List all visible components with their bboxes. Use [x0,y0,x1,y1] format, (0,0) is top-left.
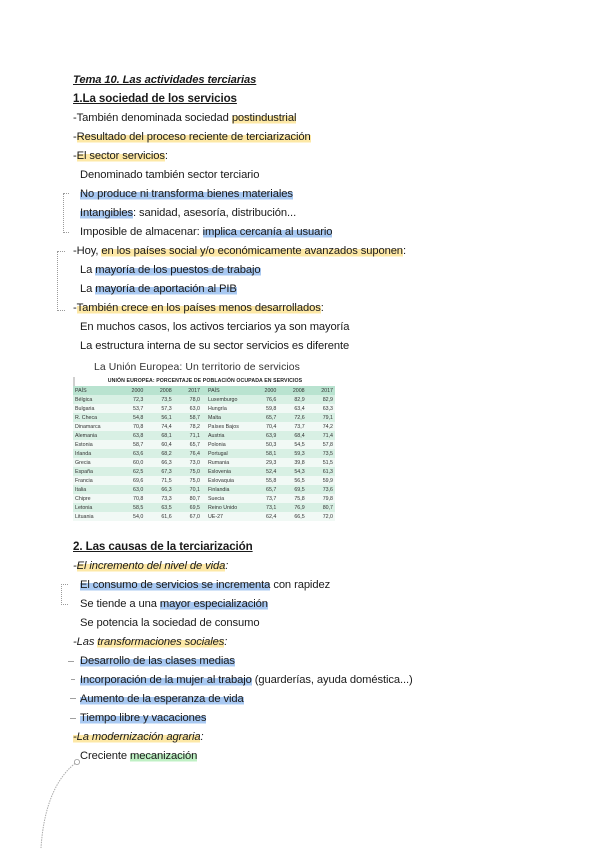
text-line [80,654,235,668]
percentage-cell: 80,7 [174,494,202,503]
percentage-cell: 61,6 [145,512,173,521]
text: - [73,560,77,572]
outline-bracket [63,193,69,233]
country-cell: Bélgica [73,395,117,404]
percentage-cell: 70,4 [250,422,278,431]
percentage-cell: 76,9 [278,503,306,512]
highlight-blue: No produce ni transforma bienes materiales [80,188,293,200]
header-year: 2000 [250,386,278,395]
percentage-cell: 62,4 [250,512,278,521]
highlight-blue: Tiempo libre y vacaciones [80,712,207,724]
percentage-cell: 66,5 [278,512,306,521]
table-row [73,458,335,467]
country-cell: Francia [73,476,117,485]
percentage-cell: 60,0 [117,458,145,467]
percentage-cell: 63,6 [117,449,145,458]
percentage-cell: 59,9 [307,476,335,485]
header-year: 2008 [278,386,306,395]
text: : sanidad, asesoría, distribución... [133,207,297,219]
table-row [73,449,335,458]
text-line [73,635,227,649]
text: - [73,131,77,143]
percentage-cell: 73,5 [307,449,335,458]
outline-connector-curve [30,750,90,848]
percentage-cell: 55,8 [250,476,278,485]
percentage-cell: 75,8 [278,494,306,503]
highlight-yellow: postindustrial [231,112,297,124]
country-cell: Hungría [206,404,250,413]
text: La [80,264,96,276]
eu-services-table [73,386,335,521]
percentage-cell: 63,9 [250,431,278,440]
highlight-blue: mayor especialización [159,598,268,610]
country-cell: Eslovenia [206,467,250,476]
table-row [73,404,335,413]
highlight-yellow: Resultado del proceso reciente de terciarización [76,131,311,143]
percentage-cell: 57,8 [307,440,335,449]
table-row [73,512,335,521]
text-line [73,111,296,125]
eu-services-table-figure [73,377,335,521]
percentage-cell: 70,8 [117,422,145,431]
percentage-cell: 69,6 [117,476,145,485]
text-line: La estructura interna de su sector servicios es diferente [80,340,350,352]
text: -Hoy, [73,245,102,257]
country-cell: Irlanda [73,449,117,458]
outline-bracket [57,251,65,311]
highlight-yellow: transformaciones sociales [97,636,225,648]
percentage-cell: 58,1 [250,449,278,458]
percentage-cell: 58,7 [117,440,145,449]
text: -También denominada sociedad [73,112,232,124]
country-cell: Luxemburgo [206,395,250,404]
text-line: En muchos casos, los activos terciarios ya son mayoría [80,321,350,333]
highlight-green: mecanización [130,750,198,762]
highlight-yellow: La modernización agraria [76,731,201,743]
text-line [80,597,268,611]
country-cell: Polonia [206,440,250,449]
outline-tick [70,718,76,719]
percentage-cell: 67,0 [174,512,202,521]
table-row [73,503,335,512]
percentage-cell: 73,6 [307,485,335,494]
country-cell: Rumania [206,458,250,467]
text: : [224,636,228,648]
percentage-cell: 79,8 [307,494,335,503]
highlight-blue: Aumento de la esperanza de vida [80,693,244,705]
percentage-cell: 73,7 [278,422,306,431]
percentage-cell: 67,3 [145,467,173,476]
percentage-cell: 39,8 [278,458,306,467]
percentage-cell: 76,4 [174,449,202,458]
percentage-cell: 54,3 [278,467,306,476]
country-cell: Italia [73,485,117,494]
percentage-cell: 68,1 [145,431,173,440]
country-cell: Países Bajos [206,422,250,431]
text-line [80,673,413,687]
highlight-blue: mayoría de aportación al PIB [95,283,237,295]
percentage-cell: 58,5 [117,503,145,512]
header-year: 2000 [117,386,145,395]
percentage-cell: 71,5 [145,476,173,485]
country-cell: Portugal [206,449,250,458]
percentage-cell: 75,0 [174,476,202,485]
percentage-cell: 60,4 [145,440,173,449]
percentage-cell: 68,2 [145,449,173,458]
text: : [402,245,406,257]
country-cell: Malta [206,413,250,422]
percentage-cell: 69,5 [278,485,306,494]
percentage-cell: 70,8 [117,494,145,503]
header-country: PAÍS [206,386,250,395]
country-cell: Austria [206,431,250,440]
percentage-cell: 57,3 [145,404,173,413]
text-line [73,244,406,258]
percentage-cell: 52,4 [250,467,278,476]
table-row [73,467,335,476]
percentage-cell: 78,2 [174,422,202,431]
percentage-cell: 72,0 [307,512,335,521]
text: (guarderías, ayuda doméstica...) [251,674,413,686]
percentage-cell: 63,8 [117,431,145,440]
text: : [225,560,229,572]
text-line [80,187,293,201]
highlight-yellow: en los países social y/o económicamente avanzados suponen [101,245,403,257]
table-row [73,485,335,494]
percentage-cell: 59,3 [278,449,306,458]
percentage-cell: 72,3 [117,395,145,404]
percentage-cell: 62,5 [117,467,145,476]
percentage-cell: 50,3 [250,440,278,449]
text: Imposible de almacenar: [80,226,203,238]
text: : [200,731,204,743]
text-line [80,225,332,239]
percentage-cell: 71,1 [174,431,202,440]
percentage-cell: 51,5 [307,458,335,467]
percentage-cell: 29,3 [250,458,278,467]
text-line [73,130,311,144]
text-line [80,206,296,220]
percentage-cell: 56,1 [145,413,173,422]
percentage-cell: 65,7 [174,440,202,449]
table-row [73,440,335,449]
country-cell: Grecia [73,458,117,467]
text-line [80,711,206,725]
percentage-cell: 54,5 [278,440,306,449]
percentage-cell: 75,0 [174,467,202,476]
table-row [73,494,335,503]
highlight-blue: mayoría de los puestos de trabajo [95,264,261,276]
percentage-cell: 66,3 [145,458,173,467]
highlight-yellow: - [73,731,77,743]
country-cell: Bulgaria [73,404,117,413]
percentage-cell: 72,6 [278,413,306,422]
percentage-cell: 73,3 [145,494,173,503]
header-year: 2017 [174,386,202,395]
country-cell: Finlandia [206,485,250,494]
percentage-cell: 59,8 [250,404,278,413]
percentage-cell: 73,1 [250,503,278,512]
header-year: 2017 [307,386,335,395]
outline-tick [68,661,74,662]
percentage-cell: 73,5 [145,395,173,404]
outline-bracket [61,584,68,605]
highlight-blue: implica cercanía al usuario [202,226,333,238]
country-cell: R. Checa [73,413,117,422]
table-row [73,476,335,485]
text-line [80,692,244,706]
header-year: 2008 [145,386,173,395]
text: - [73,302,77,314]
percentage-cell: 63,0 [117,485,145,494]
highlight-yellow: El sector servicios [76,150,165,162]
percentage-cell: 69,5 [174,503,202,512]
table-row [73,395,335,404]
text: : [320,302,324,314]
percentage-cell: 78,0 [174,395,202,404]
percentage-cell: 74,4 [145,422,173,431]
percentage-cell: 54,8 [117,413,145,422]
section-heading-1: 1.La sociedad de los servicios [73,92,237,105]
header-country: PAÍS [73,386,117,395]
highlight-blue: Intangibles [80,207,134,219]
percentage-cell: 73,0 [174,458,202,467]
country-cell: Suecia [206,494,250,503]
text-line [73,559,228,573]
highlight-blue: Desarrollo de las clases medias [80,655,235,667]
text-line [73,149,168,163]
document-title: Tema 10. Las actividades terciarias [73,74,257,86]
text-line: Se potencia la sociedad de consumo [80,617,260,629]
text: - [73,150,77,162]
table-title: UNIÓN EUROPEA: PORCENTAJE DE POBLACIÓN OCUPADA EN SERVICIOS [73,377,335,386]
percentage-cell: 63,5 [145,503,173,512]
percentage-cell: 71,4 [307,431,335,440]
country-cell: Chipre [73,494,117,503]
text: Creciente [80,750,130,762]
percentage-cell: 76,6 [250,395,278,404]
table-row [73,422,335,431]
country-cell: España [73,467,117,476]
text: Se tiende a una [80,598,160,610]
table-header-row [73,386,335,395]
country-cell: Alemania [73,431,117,440]
text-line [80,282,237,296]
percentage-cell: 63,3 [307,404,335,413]
text-line: Denominado también sector terciario [80,169,260,181]
text-line [73,730,204,744]
percentage-cell: 70,1 [174,485,202,494]
text-line [80,749,197,763]
percentage-cell: 65,7 [250,413,278,422]
outline-tick [71,679,75,680]
percentage-cell: 74,2 [307,422,335,431]
percentage-cell: 58,7 [174,413,202,422]
percentage-cell: 80,7 [307,503,335,512]
country-cell: UE-27 [206,512,250,521]
percentage-cell: 79,1 [307,413,335,422]
percentage-cell: 63,0 [174,404,202,413]
text: -Las [73,636,98,648]
table-row [73,431,335,440]
text: : [164,150,168,162]
percentage-cell: 68,4 [278,431,306,440]
text-line [73,301,324,315]
country-cell: Letonia [73,503,117,512]
highlight-blue: Incorporación de la mujer al trabajo [80,674,252,686]
percentage-cell: 65,7 [250,485,278,494]
highlight-yellow: También crece en los países menos desarrollados [76,302,321,314]
country-cell: Lituania [73,512,117,521]
percentage-cell: 82,9 [307,395,335,404]
table-row [73,413,335,422]
country-cell: Reino Unido [206,503,250,512]
text: La [80,283,96,295]
percentage-cell: 73,7 [250,494,278,503]
highlight-blue: El consumo de servicios se incrementa [80,579,271,591]
figure-caption: La Unión Europea: Un territorio de servicios [94,362,300,373]
percentage-cell: 54,0 [117,512,145,521]
country-cell: Eslovaquia [206,476,250,485]
text-line [80,578,330,592]
percentage-cell: 56,5 [278,476,306,485]
highlight-yellow: El incremento del nivel de vida [76,560,226,572]
text: con rapidez [270,579,331,591]
percentage-cell: 82,9 [278,395,306,404]
percentage-cell: 53,7 [117,404,145,413]
text-line [80,263,261,277]
percentage-cell: 66,3 [145,485,173,494]
outline-tick [70,698,76,699]
percentage-cell: 61,3 [307,467,335,476]
country-cell: Dinamarca [73,422,117,431]
country-cell: Estonia [73,440,117,449]
section-heading-2: 2. Las causas de la terciarización [73,540,253,553]
percentage-cell: 63,4 [278,404,306,413]
